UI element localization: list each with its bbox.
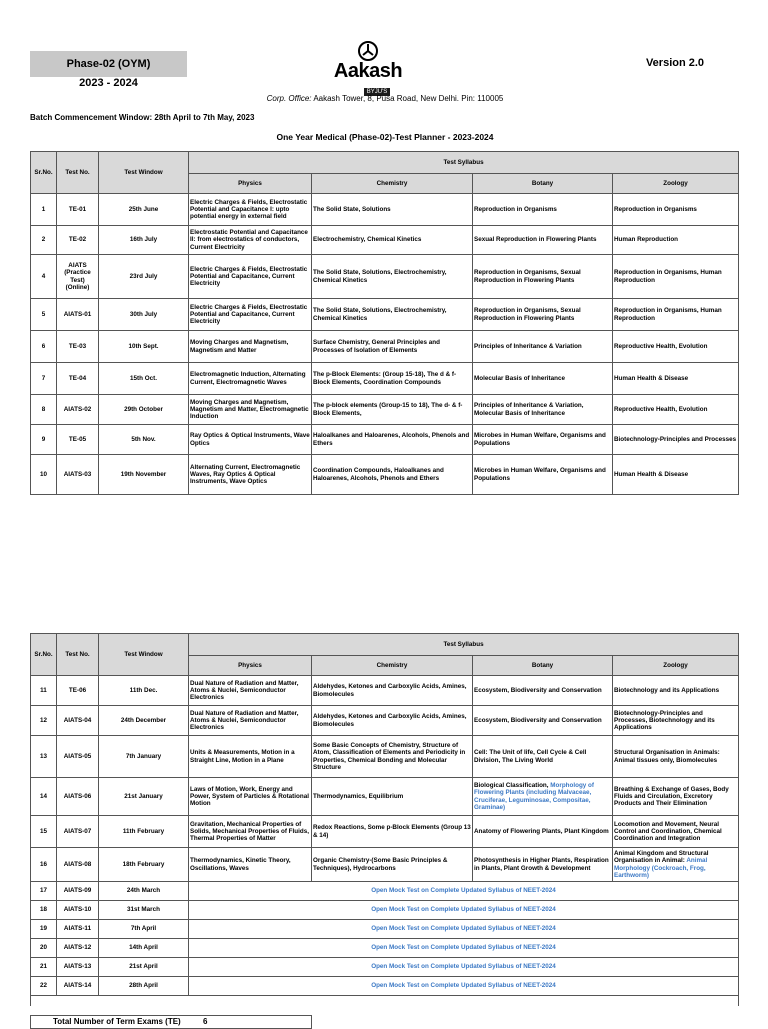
physics-text: Units & Measurements, Motion in a Straight Line, Motion in a Plane bbox=[190, 749, 295, 764]
table-row bbox=[31, 226, 739, 255]
chemistry-text: The Solid State, Solutions bbox=[313, 205, 391, 213]
mock-test-row bbox=[31, 882, 739, 901]
cell-testno: AIATS-09 bbox=[57, 882, 99, 901]
header-testno: Test No. bbox=[57, 152, 99, 194]
cell-chemistry bbox=[312, 778, 473, 816]
botany-text: Reproduction in Organisms, Sexual Reproduction in Flowering Plants bbox=[474, 269, 581, 284]
cell-physics bbox=[189, 736, 312, 778]
botany-text: Principles of Inheritance & Variation, Molecular Basis of Inheritance bbox=[474, 402, 584, 417]
header-zoology: Zoology bbox=[613, 174, 739, 194]
cell-srno: 15 bbox=[31, 816, 57, 848]
header-physics: Physics bbox=[189, 656, 312, 676]
botany-text: Microbes in Human Welfare, Organisms and Populations bbox=[474, 467, 606, 482]
zoology-text: Animal Kingdom and Structural Organisation in Animal: bbox=[614, 850, 709, 865]
cell-mock-syllabus: Open Mock Test on Complete Updated Syllabus of NEET-2024 bbox=[189, 920, 739, 939]
aakash-logo bbox=[320, 40, 416, 94]
zoology-text: Reproduction in Organisms, Human Reproduction bbox=[614, 269, 722, 284]
cell-srno: 8 bbox=[31, 395, 57, 425]
table-row bbox=[31, 736, 739, 778]
botany-text: Anatomy of Flowering Plants, Plant Kingdom bbox=[474, 827, 609, 835]
cell-testno: AIATS-13 bbox=[57, 958, 99, 977]
cell-testno: TE-06 bbox=[57, 676, 99, 706]
botany-text: Reproduction in Organisms, Sexual Reproduction in Flowering Plants bbox=[474, 307, 581, 322]
botany-text: Reproduction in Organisms bbox=[474, 205, 557, 213]
table-row bbox=[31, 255, 739, 299]
cell-chemistry bbox=[312, 736, 473, 778]
chemistry-text: Redox Reactions, Some p-Block Elements (Group 13 & 14) bbox=[313, 824, 471, 839]
zoology-text: Locomotion and Movement, Neural Control and Coordination, Chemical Coordination and Integration bbox=[614, 820, 722, 843]
cell-botany bbox=[473, 816, 613, 848]
cell-srno: 19 bbox=[31, 920, 57, 939]
header-srno: Sr.No. bbox=[31, 634, 57, 676]
header-window: Test Window bbox=[99, 152, 189, 194]
cell-window: 11th February bbox=[99, 816, 189, 848]
zoology-text: Human Health & Disease bbox=[614, 374, 689, 382]
corp-office-label: Corp. Office: bbox=[266, 94, 312, 103]
cell-zoology bbox=[613, 455, 739, 495]
cell-chemistry bbox=[312, 299, 473, 331]
cell-chemistry bbox=[312, 194, 473, 226]
table-row bbox=[31, 778, 739, 816]
cell-physics bbox=[189, 331, 312, 363]
cell-window: 11th Dec. bbox=[99, 676, 189, 706]
total-term-exams-value: 6 bbox=[203, 1017, 208, 1026]
cell-window: 16th July bbox=[99, 226, 189, 255]
cell-srno: 12 bbox=[31, 706, 57, 736]
cell-botany bbox=[473, 255, 613, 299]
header-window: Test Window bbox=[99, 634, 189, 676]
physics-text: Ray Optics & Optical Instruments, Wave Optics bbox=[190, 432, 310, 447]
version-label: Version 2.0 bbox=[645, 57, 705, 69]
cell-testno: AIATS-07 bbox=[57, 816, 99, 848]
total-term-exams bbox=[30, 1015, 312, 1029]
cell-testno: AIATS-14 bbox=[57, 977, 99, 996]
cell-zoology bbox=[613, 778, 739, 816]
chemistry-text: Organic Chemistry-(Some Basic Principles & Techniques), Hydrocarbons bbox=[313, 857, 448, 872]
cell-zoology bbox=[613, 736, 739, 778]
cell-srno: 11 bbox=[31, 676, 57, 706]
zoology-text: Biotechnology-Principles and Processes bbox=[614, 435, 737, 443]
botany-text: Sexual Reproduction in Flowering Plants bbox=[474, 236, 597, 244]
cell-chemistry bbox=[312, 816, 473, 848]
table-row bbox=[31, 299, 739, 331]
cell-srno: 10 bbox=[31, 455, 57, 495]
cell-botany bbox=[473, 194, 613, 226]
cell-srno: 20 bbox=[31, 939, 57, 958]
mock-test-row bbox=[31, 939, 739, 958]
cell-chemistry bbox=[312, 331, 473, 363]
cell-chemistry bbox=[312, 226, 473, 255]
table-row bbox=[31, 363, 739, 395]
table-row bbox=[31, 455, 739, 495]
cell-botany bbox=[473, 226, 613, 255]
phase-label: Phase-02 (OYM) bbox=[30, 51, 187, 77]
cell-testno: AIATS-11 bbox=[57, 920, 99, 939]
cell-srno: 2 bbox=[31, 226, 57, 255]
cell-botany bbox=[473, 736, 613, 778]
cell-testno: TE-05 bbox=[57, 425, 99, 455]
cell-window: 24th March bbox=[99, 882, 189, 901]
cell-botany bbox=[473, 299, 613, 331]
zoology-text: Structural Organisation in Animals: Animal tissues only, Biomolecules bbox=[614, 749, 720, 764]
zoology-text: Human Reproduction bbox=[614, 236, 679, 244]
cell-window: 21st April bbox=[99, 958, 189, 977]
cell-mock-syllabus: Open Mock Test on Complete Updated Syllabus of NEET-2024 bbox=[189, 958, 739, 977]
physics-text: Electrostatic Potential and Capacitance II: from electrostatics of conductors, Current Electricity bbox=[190, 229, 308, 251]
cell-testno: TE-01 bbox=[57, 194, 99, 226]
chemistry-text: The Solid State, Solutions, Electrochemistry, Chemical Kinetics bbox=[313, 307, 447, 322]
chemistry-text: The p-block elements (Group-15 to 18), The d- & f-Block Elements, bbox=[313, 402, 463, 417]
cell-zoology bbox=[613, 299, 739, 331]
botany-text: Biological Classification, bbox=[474, 782, 549, 790]
cell-botany bbox=[473, 331, 613, 363]
cell-zoology bbox=[613, 363, 739, 395]
cell-physics bbox=[189, 816, 312, 848]
cell-srno: 7 bbox=[31, 363, 57, 395]
cell-botany bbox=[473, 778, 613, 816]
cell-window: 31st March bbox=[99, 901, 189, 920]
cell-zoology bbox=[613, 194, 739, 226]
table-row bbox=[31, 676, 739, 706]
zoology-text: Reproduction in Organisms bbox=[614, 205, 697, 213]
cell-physics bbox=[189, 676, 312, 706]
chemistry-text: Aldehydes, Ketones and Carboxylic Acids, Amines, Biomolecules bbox=[313, 713, 467, 728]
mock-test-row bbox=[31, 901, 739, 920]
cell-physics bbox=[189, 455, 312, 495]
cell-window: 30th July bbox=[99, 299, 189, 331]
table-row bbox=[31, 331, 739, 363]
cell-srno: 4 bbox=[31, 255, 57, 299]
cell-testno: TE-02 bbox=[57, 226, 99, 255]
cell-chemistry bbox=[312, 848, 473, 882]
cell-chemistry bbox=[312, 255, 473, 299]
batch-window: Batch Commencement Window: 28th April to 7th May, 2023 bbox=[30, 113, 255, 122]
chemistry-text: Thermodynamics, Equilibrium bbox=[313, 792, 404, 800]
cell-srno: 21 bbox=[31, 958, 57, 977]
cell-srno: 18 bbox=[31, 901, 57, 920]
physics-text: Dual Nature of Radiation and Matter, Atoms & Nuclei, Semiconductor Electronics bbox=[190, 679, 299, 702]
physics-text: Electric Charges & Fields, Electrostatic Potential and Capacitance, Current Electricity bbox=[190, 265, 308, 288]
cell-testno: TE-04 bbox=[57, 363, 99, 395]
cell-physics bbox=[189, 425, 312, 455]
cell-physics bbox=[189, 395, 312, 425]
total-term-exams-label: Total Number of Term Exams (TE) bbox=[53, 1017, 181, 1026]
cell-window: 23rd July bbox=[99, 255, 189, 299]
chemistry-text: Electrochemistry, Chemical Kinetics bbox=[313, 236, 422, 244]
cell-testno: AIATS (Practice Test) (Online) bbox=[57, 255, 99, 299]
table-row bbox=[31, 425, 739, 455]
cell-chemistry bbox=[312, 676, 473, 706]
cell-mock-syllabus: Open Mock Test on Complete Updated Syllabus of NEET-2024 bbox=[189, 901, 739, 920]
cell-botany bbox=[473, 395, 613, 425]
physics-text: Electric Charges & Fields, Electrostatic Potential and Capacitance, Current Electricity bbox=[190, 303, 308, 326]
cell-srno: 14 bbox=[31, 778, 57, 816]
cell-testno: AIATS-12 bbox=[57, 939, 99, 958]
cell-physics bbox=[189, 706, 312, 736]
spacer-cell bbox=[31, 996, 739, 1006]
table-row bbox=[31, 706, 739, 736]
zoology-text: Human Health & Disease bbox=[614, 470, 689, 478]
cell-window: 19th November bbox=[99, 455, 189, 495]
header-chemistry: Chemistry bbox=[312, 656, 473, 676]
cell-botany bbox=[473, 676, 613, 706]
cell-testno: AIATS-08 bbox=[57, 848, 99, 882]
table-row bbox=[31, 395, 739, 425]
cell-window: 25th June bbox=[99, 194, 189, 226]
cell-window: 24th December bbox=[99, 706, 189, 736]
cell-window: 18th February bbox=[99, 848, 189, 882]
cell-zoology bbox=[613, 425, 739, 455]
botany-text: Cell: The Unit of life, Cell Cycle & Cell Division, The Living World bbox=[474, 749, 587, 764]
test-planner-table-1 bbox=[30, 151, 739, 495]
botany-text: Principles of Inheritance & Variation bbox=[474, 342, 582, 350]
cell-zoology bbox=[613, 255, 739, 299]
cell-srno: 17 bbox=[31, 882, 57, 901]
physics-text: Thermodynamics, Kinetic Theory, Oscillations, Waves bbox=[190, 857, 291, 872]
header-testno: Test No. bbox=[57, 634, 99, 676]
mock-test-row bbox=[31, 958, 739, 977]
physics-text: Dual Nature of Radiation and Matter, Atoms & Nuclei, Semiconductor Electronics bbox=[190, 709, 299, 732]
botany-text: Microbes in Human Welfare, Organisms and Populations bbox=[474, 432, 606, 447]
cell-srno: 22 bbox=[31, 977, 57, 996]
mock-test-row bbox=[31, 920, 739, 939]
table-row bbox=[31, 194, 739, 226]
cell-window: 5th Nov. bbox=[99, 425, 189, 455]
cell-srno: 6 bbox=[31, 331, 57, 363]
header-test-syllabus: Test Syllabus bbox=[189, 634, 739, 656]
cell-zoology bbox=[613, 848, 739, 882]
cell-srno: 5 bbox=[31, 299, 57, 331]
academic-year: 2023 - 2024 bbox=[79, 77, 138, 89]
cell-srno: 16 bbox=[31, 848, 57, 882]
botany-text: Molecular Basis of Inheritance bbox=[474, 374, 565, 382]
cell-botany bbox=[473, 455, 613, 495]
cell-testno: AIATS-04 bbox=[57, 706, 99, 736]
corp-office bbox=[200, 94, 570, 103]
cell-testno: AIATS-03 bbox=[57, 455, 99, 495]
cell-window: 7th January bbox=[99, 736, 189, 778]
cell-chemistry bbox=[312, 395, 473, 425]
header-test-syllabus: Test Syllabus bbox=[189, 152, 739, 174]
zoology-text: Reproduction in Organisms, Human Reproduction bbox=[614, 307, 722, 322]
logo-sub-badge: BYJU'S bbox=[364, 88, 390, 96]
cell-physics bbox=[189, 848, 312, 882]
chemistry-text: Some Basic Concepts of Chemistry, Structure of Atom, Classification of Elements and Periodicity in Properties, Chemical Bonding and Molecular Structure bbox=[313, 742, 466, 771]
cell-testno: AIATS-02 bbox=[57, 395, 99, 425]
cell-srno: 13 bbox=[31, 736, 57, 778]
cell-window: 10th Sept. bbox=[99, 331, 189, 363]
header-zoology: Zoology bbox=[613, 656, 739, 676]
botany-text: Ecosystem, Biodiversity and Conservation bbox=[474, 686, 602, 694]
mock-test-row bbox=[31, 977, 739, 996]
cell-srno: 9 bbox=[31, 425, 57, 455]
header-chemistry: Chemistry bbox=[312, 174, 473, 194]
cell-mock-syllabus: Open Mock Test on Complete Updated Syllabus of NEET-2024 bbox=[189, 939, 739, 958]
cell-window: 7th April bbox=[99, 920, 189, 939]
zoology-text: Reproductive Health, Evolution bbox=[614, 342, 708, 350]
botany-text: Ecosystem, Biodiversity and Conservation bbox=[474, 716, 602, 724]
cell-zoology bbox=[613, 676, 739, 706]
cell-botany bbox=[473, 848, 613, 882]
cell-chemistry bbox=[312, 363, 473, 395]
cell-testno: AIATS-01 bbox=[57, 299, 99, 331]
cell-physics bbox=[189, 299, 312, 331]
cell-testno: AIATS-06 bbox=[57, 778, 99, 816]
header-srno: Sr.No. bbox=[31, 152, 57, 194]
table-row bbox=[31, 816, 739, 848]
logo-wordmark: Aakash bbox=[333, 60, 403, 82]
cell-testno: AIATS-10 bbox=[57, 901, 99, 920]
cell-physics bbox=[189, 194, 312, 226]
zoology-text: Reproductive Health, Evolution bbox=[614, 405, 708, 413]
cell-zoology bbox=[613, 816, 739, 848]
cell-zoology bbox=[613, 226, 739, 255]
spacer-row bbox=[31, 996, 739, 1006]
cell-mock-syllabus: Open Mock Test on Complete Updated Syllabus of NEET-2024 bbox=[189, 882, 739, 901]
corp-office-address: Aakash Tower, 8, Pusa Road, New Delhi. Pin: 110005 bbox=[313, 94, 504, 103]
cell-physics bbox=[189, 226, 312, 255]
cell-chemistry bbox=[312, 706, 473, 736]
table-row bbox=[31, 848, 739, 882]
chemistry-text: The p-Block Elements: (Group 15-18), The d & f-Block Elements, Coordination Compounds bbox=[313, 371, 457, 386]
cell-testno: TE-03 bbox=[57, 331, 99, 363]
zoology-text: Biotechnology-Principles and Processes, Biotechnology and its Applications bbox=[614, 709, 715, 732]
header-botany: Botany bbox=[473, 656, 613, 676]
botany-text: Photosynthesis in Higher Plants, Respiration in Plants, Plant Growth & Development bbox=[474, 857, 609, 872]
chemistry-text: Coordination Compounds, Haloalkanes and Haloarenes, Alcohols, Phenols and Ethers bbox=[313, 467, 444, 482]
cell-botany bbox=[473, 706, 613, 736]
chemistry-text: Haloalkanes and Haloarenes, Alcohols, Phenols and Ethers bbox=[313, 432, 470, 447]
cell-window: 14th April bbox=[99, 939, 189, 958]
cell-window: 29th October bbox=[99, 395, 189, 425]
cell-botany bbox=[473, 363, 613, 395]
zoology-text: Breathing & Exchange of Gases, Body Fluids and Circulation, Excretory Products and Their Elimination bbox=[614, 785, 729, 808]
cell-chemistry bbox=[312, 455, 473, 495]
header-physics: Physics bbox=[189, 174, 312, 194]
chemistry-text: Surface Chemistry, General Principles and Processes of Isolation of Elements bbox=[313, 339, 440, 354]
logo-emblem-icon bbox=[357, 40, 379, 62]
test-planner-table-2 bbox=[30, 633, 739, 1006]
cell-window: 21st January bbox=[99, 778, 189, 816]
cell-botany bbox=[473, 425, 613, 455]
physics-text: Gravitation, Mechanical Properties of Solids, Mechanical Properties of Fluids, Thermal Properties of Matter bbox=[190, 820, 309, 843]
cell-chemistry bbox=[312, 425, 473, 455]
physics-text: Moving Charges and Magnetism, Magnetism and Matter bbox=[190, 339, 289, 354]
header-botany: Botany bbox=[473, 174, 613, 194]
zoology-text: Biotechnology and its Applications bbox=[614, 686, 720, 694]
cell-testno: AIATS-05 bbox=[57, 736, 99, 778]
physics-text: Laws of Motion, Work, Energy and Power, System of Particles & Rotational Motion bbox=[190, 785, 309, 808]
botany-highlight-text: Morphology of Flowering Plants (including Malvaceae, Cruciferae, Leguminosae, Compositae, Graminae) bbox=[474, 782, 594, 811]
cell-physics bbox=[189, 255, 312, 299]
chemistry-text: Aldehydes, Ketones and Carboxylic Acids, Amines, Biomolecules bbox=[313, 683, 467, 698]
physics-text: Electric Charges & Fields, Electrostatic Potential and Capacitance I: upto potential energy in external field bbox=[190, 198, 308, 221]
cell-zoology bbox=[613, 395, 739, 425]
cell-window: 15th Oct. bbox=[99, 363, 189, 395]
cell-window: 28th April bbox=[99, 977, 189, 996]
planner-title: One Year Medical (Phase-02)-Test Planner - 2023-2024 bbox=[276, 132, 494, 142]
physics-text: Moving Charges and Magnetism, Magnetism and Matter, Electromagnetic Induction bbox=[190, 398, 309, 421]
cell-zoology bbox=[613, 331, 739, 363]
cell-zoology bbox=[613, 706, 739, 736]
zoology-highlight-text: Animal Morphology (Cockroach, Frog, Earthworm) bbox=[614, 857, 708, 879]
cell-srno: 1 bbox=[31, 194, 57, 226]
cell-mock-syllabus: Open Mock Test on Complete Updated Syllabus of NEET-2024 bbox=[189, 977, 739, 996]
chemistry-text: The Solid State, Solutions, Electrochemistry, Chemical Kinetics bbox=[313, 269, 447, 284]
cell-physics bbox=[189, 778, 312, 816]
cell-physics bbox=[189, 363, 312, 395]
physics-text: Alternating Current, Electromagnetic Waves, Ray Optics & Optical Instruments, Wave Optics bbox=[190, 463, 301, 486]
physics-text: Electromagnetic Induction, Alternating Current, Electromagnetic Waves bbox=[190, 371, 306, 386]
